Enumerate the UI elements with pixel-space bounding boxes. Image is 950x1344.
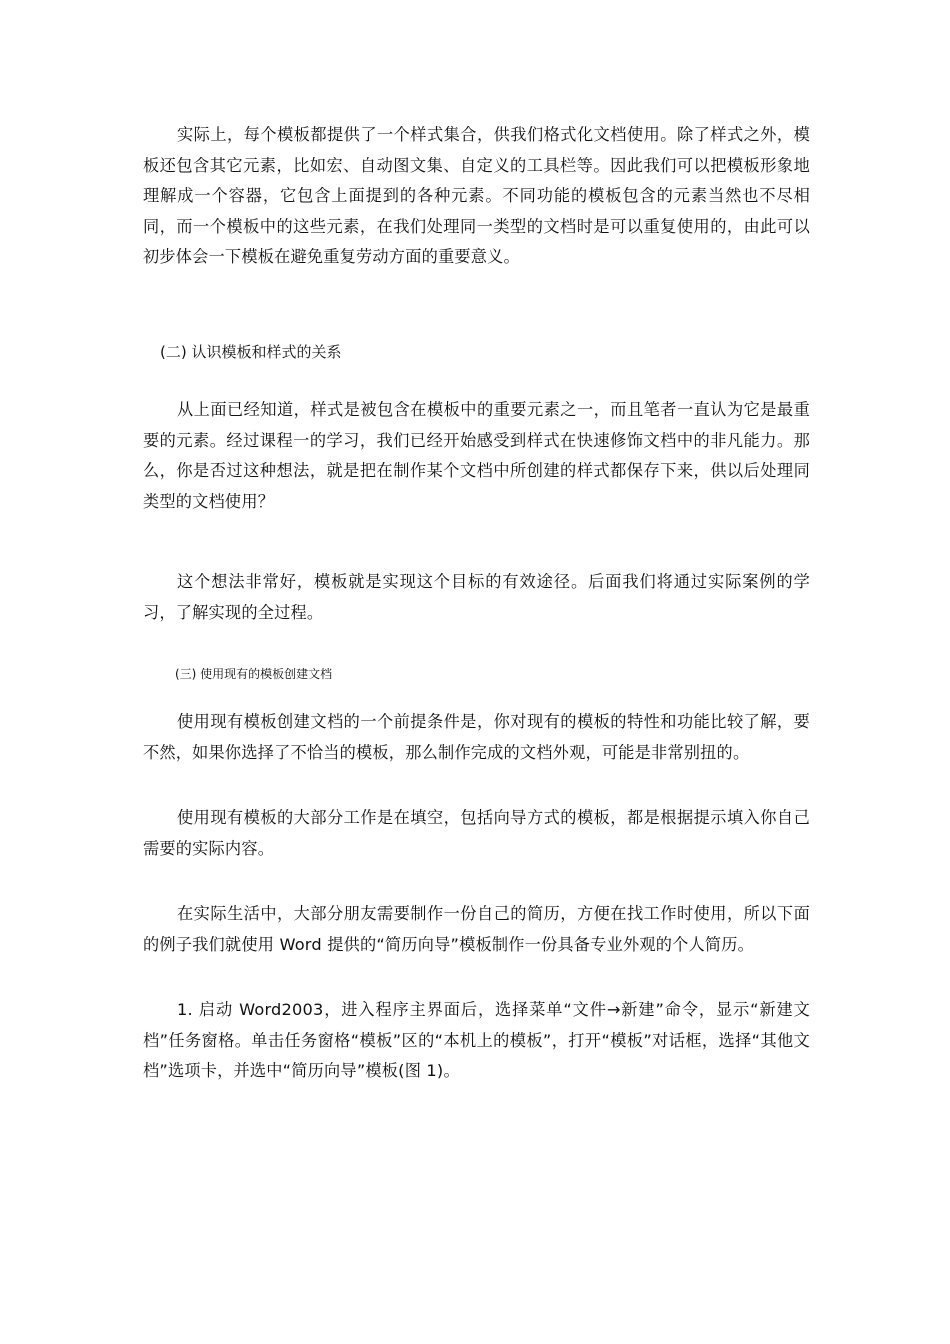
section-heading-3: (三) 使用现有的模板创建文档 (175, 667, 333, 681)
paragraph-step-1: 1. 启动 Word2003，进入程序主界面后，选择菜单“文件→新建”命令，显示“新建文档”任务窗格。单击任务窗格“模板”区的“本机上的模板”，打开“模板”对话框，选择“其他文档”选项卡，并选中“简历向导”模板(图 1)。 (143, 1000, 810, 1080)
paragraph-template-intro: 实际上，每个模板都提供了一个样式集合，供我们格式化文档使用。除了样式之外，模板还包含其它元素，比如宏、自动图文集、自定义的工具栏等。因此我们可以把模板形象地理解成一个容器，它包含上面提到的各种元素。不同功能的模板包含的元素当然也不尽相同，而一个模板中的这些元素，在我们处理同一类型的文档时是可以重复使用的，由此可以初步体会一下模板在避免重复劳动方面的重要意义。 (143, 125, 810, 266)
paragraph-fill-in: 使用现有模板的大部分工作是在填空，包括向导方式的模板，都是根据提示填入你自己需要的实际内容。 (143, 808, 810, 858)
paragraph-resume-example: 在实际生活中，大部分朋友需要制作一份自己的简历，方便在找工作时使用，所以下面的例子我们就使用 Word 提供的“简历向导”模板制作一份具备专业外观的个人简历。 (143, 904, 810, 954)
paragraph-template-goal: 这个想法非常好，模板就是实现这个目标的有效途径。后面我们将通过实际案例的学习，了解实现的全过程。 (143, 572, 810, 622)
paragraph-prerequisite: 使用现有模板创建文档的一个前提条件是，你对现有的模板的特性和功能比较了解，要不然，如果你选择了不恰当的模板，那么制作完成的文档外观，可能是非常别扭的。 (143, 712, 810, 762)
paragraph-style-relation: 从上面已经知道，样式是被包含在模板中的重要元素之一，而且笔者一直认为它是最重要的元素。经过课程一的学习，我们已经开始感受到样式在快速修饰文档中的非凡能力。那么，你是否过这种想法，就是把在制作某个文档中所创建的样式都保存下来，供以后处理同类型的文档使用？ (143, 400, 810, 511)
section-heading-2: (二) 认识模板和样式的关系 (160, 343, 342, 361)
